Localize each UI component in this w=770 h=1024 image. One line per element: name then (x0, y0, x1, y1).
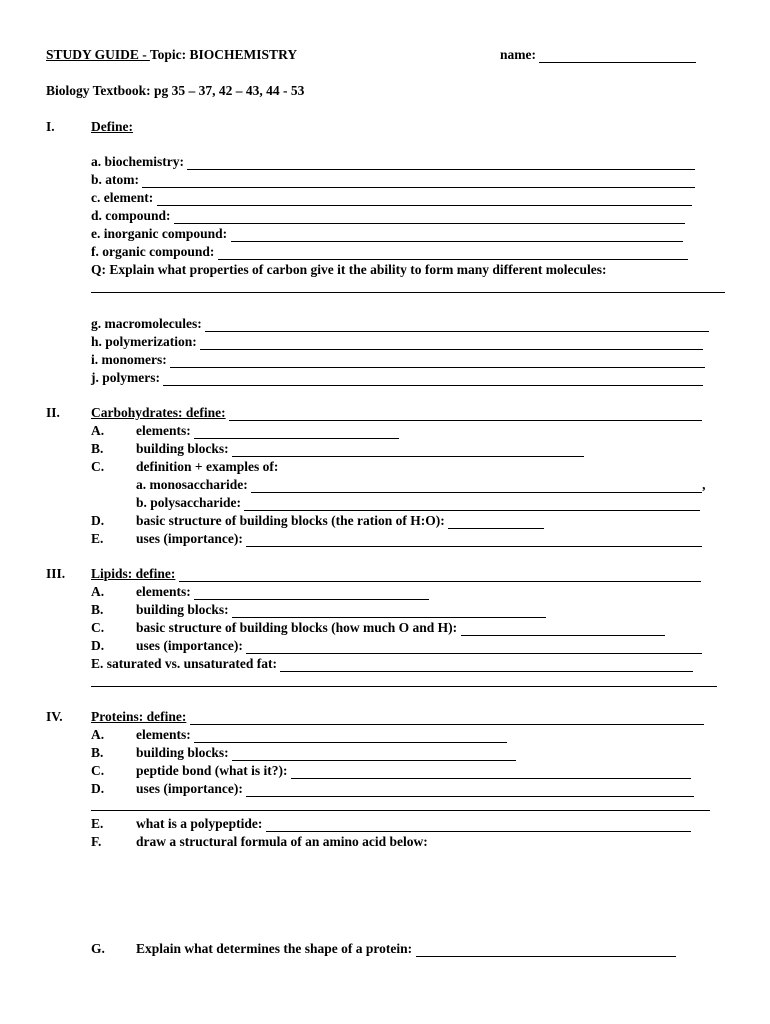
protein-uses[interactable] (136, 781, 694, 797)
item-letter: A. (91, 423, 105, 438)
topic-label: Topic: BIOCHEMISTRY (149, 47, 298, 62)
answer-blank[interactable] (416, 944, 676, 957)
section-4-numeral: IV. (46, 709, 63, 724)
define-polysaccharide[interactable] (136, 495, 700, 511)
section-2-title[interactable] (91, 405, 702, 421)
carb-basic-structure[interactable] (136, 513, 544, 529)
carb-uses[interactable] (136, 531, 702, 547)
define-biochemistry-label: a. biochemistry: (91, 154, 184, 169)
answer-blank[interactable] (232, 444, 584, 457)
define-organic-compound[interactable] (91, 244, 688, 260)
lipid-basic-structure-label: basic structure of building blocks (how much O and H): (136, 620, 458, 635)
define-biochemistry[interactable] (91, 154, 695, 170)
item-letter: B. (91, 441, 104, 456)
answer-blank[interactable] (246, 641, 702, 654)
protein-elements[interactable] (136, 727, 507, 743)
answer-blank[interactable] (461, 623, 665, 636)
study-guide-label: STUDY GUIDE - (46, 47, 150, 62)
trailing-comma: , (702, 477, 706, 492)
protein-shape-question[interactable] (136, 941, 676, 957)
section-3-title[interactable] (91, 566, 701, 582)
define-polysaccharide-label: b. polysaccharide: (136, 495, 242, 510)
lipid-elements-label: elements: (136, 584, 191, 599)
define-compound[interactable] (91, 208, 685, 224)
item-letter: C. (91, 459, 105, 474)
name-blank[interactable] (539, 50, 696, 63)
answer-blank[interactable] (91, 810, 710, 811)
answer-blank[interactable] (170, 355, 705, 368)
define-atom[interactable] (91, 172, 695, 188)
answer-blank[interactable] (190, 712, 704, 725)
answer-blank[interactable] (246, 534, 702, 547)
amino-acid-drawing-prompt: draw a structural formula of an amino acid below: (136, 834, 428, 849)
answer-blank[interactable] (291, 766, 691, 779)
lipid-building-blocks[interactable] (136, 602, 546, 618)
answer-blank[interactable] (251, 480, 702, 493)
protein-uses-label: uses (importance): (136, 781, 243, 796)
lipid-elements[interactable] (136, 584, 429, 600)
define-inorganic-compound[interactable] (91, 226, 683, 242)
define-compound-label: d. compound: (91, 208, 171, 223)
drawing-area[interactable] (136, 856, 716, 936)
item-letter: A. (91, 584, 105, 599)
lipid-uses-label: uses (importance): (136, 638, 243, 653)
answer-blank[interactable] (448, 516, 544, 529)
item-letter: D. (91, 638, 105, 653)
answer-blank[interactable] (280, 659, 693, 672)
define-macromolecules-label: g. macromolecules: (91, 316, 202, 331)
protein-building-blocks[interactable] (136, 745, 516, 761)
section-4-title-text: Proteins: define: (91, 709, 187, 724)
answer-blank[interactable] (91, 686, 717, 687)
answer-blank[interactable] (157, 193, 692, 206)
define-element-label: c. element: (91, 190, 154, 205)
define-polymers-label: j. polymers: (91, 370, 160, 385)
section-1-numeral: I. (46, 119, 55, 134)
section-3-numeral: III. (46, 566, 66, 581)
protein-elements-label: elements: (136, 727, 191, 742)
answer-blank[interactable] (244, 498, 700, 511)
section-4-title[interactable] (91, 709, 704, 725)
answer-blank[interactable] (174, 211, 685, 224)
item-letter: E. (91, 816, 104, 831)
item-letter: C. (91, 763, 105, 778)
carbon-question: Q: Explain what properties of carbon give it the ability to form many different molecules: (91, 262, 607, 277)
carb-uses-label: uses (importance): (136, 531, 243, 546)
answer-blank[interactable] (246, 784, 694, 797)
item-letter: D. (91, 513, 105, 528)
protein-shape-label: Explain what determines the shape of a protein: (136, 941, 413, 956)
polypeptide[interactable] (136, 816, 691, 832)
saturated-vs-unsaturated[interactable] (91, 656, 693, 672)
answer-blank[interactable] (266, 819, 691, 832)
answer-blank[interactable] (205, 319, 709, 332)
protein-building-blocks-label: building blocks: (136, 745, 229, 760)
define-macromolecules[interactable] (91, 316, 709, 332)
answer-blank[interactable] (200, 337, 703, 350)
item-letter: F. (91, 834, 102, 849)
answer-blank[interactable] (232, 605, 546, 618)
saturated-vs-unsaturated-label: E. saturated vs. unsaturated fat: (91, 656, 278, 671)
answer-blank[interactable] (194, 587, 429, 600)
carb-definition-examples: definition + examples of: (136, 459, 279, 474)
carb-elements-label: elements: (136, 423, 191, 438)
carb-building-blocks-label: building blocks: (136, 441, 229, 456)
name-label: name: (500, 47, 536, 62)
lipid-basic-structure[interactable] (136, 620, 665, 636)
answer-blank[interactable] (229, 408, 702, 421)
answer-blank[interactable] (218, 247, 688, 260)
define-monosaccharide[interactable] (136, 477, 706, 493)
name-field[interactable] (500, 47, 696, 63)
answer-blank[interactable] (231, 229, 683, 242)
item-letter: B. (91, 745, 104, 760)
peptide-bond[interactable] (136, 763, 691, 779)
item-letter: C. (91, 620, 105, 635)
answer-blank[interactable] (194, 730, 507, 743)
define-atom-label: b. atom: (91, 172, 139, 187)
define-monosaccharide-label: a. monosaccharide: (136, 477, 248, 492)
section-2-numeral: II. (46, 405, 60, 420)
section-1-title (91, 119, 133, 135)
lipid-building-blocks-label: building blocks: (136, 602, 229, 617)
define-monomers[interactable] (91, 352, 705, 368)
item-letter: B. (91, 602, 104, 617)
section-3-title-text: Lipids: define: (91, 566, 176, 581)
answer-blank[interactable] (142, 175, 695, 188)
carb-basic-structure-label: basic structure of building blocks (the ration of H:O): (136, 513, 445, 528)
item-letter: A. (91, 727, 105, 742)
item-letter: G. (91, 941, 105, 956)
answer-blank[interactable] (91, 292, 725, 293)
answer-blank[interactable] (163, 373, 703, 386)
carb-elements[interactable] (136, 423, 399, 439)
define-monomers-label: i. monomers: (91, 352, 167, 367)
section-1-title-text: Define: (91, 119, 133, 134)
define-polymerization[interactable] (91, 334, 703, 350)
worksheet-title (46, 47, 297, 63)
textbook-reference: Biology Textbook: pg 35 – 37, 42 – 43, 44 - 53 (46, 83, 305, 98)
item-letter: D. (91, 781, 105, 796)
define-organic-compound-label: f. organic compound: (91, 244, 215, 259)
section-2-title-text: Carbohydrates: define: (91, 405, 226, 420)
carb-building-blocks[interactable] (136, 441, 584, 457)
answer-blank[interactable] (187, 157, 695, 170)
polypeptide-label: what is a polypeptide: (136, 816, 263, 831)
define-polymerization-label: h. polymerization: (91, 334, 197, 349)
define-inorganic-compound-label: e. inorganic compound: (91, 226, 228, 241)
peptide-bond-label: peptide bond (what is it?): (136, 763, 288, 778)
answer-blank[interactable] (194, 426, 399, 439)
define-element[interactable] (91, 190, 692, 206)
item-letter: E. (91, 531, 104, 546)
answer-blank[interactable] (232, 748, 516, 761)
answer-blank[interactable] (179, 569, 701, 582)
define-polymers[interactable] (91, 370, 703, 386)
lipid-uses[interactable] (136, 638, 702, 654)
